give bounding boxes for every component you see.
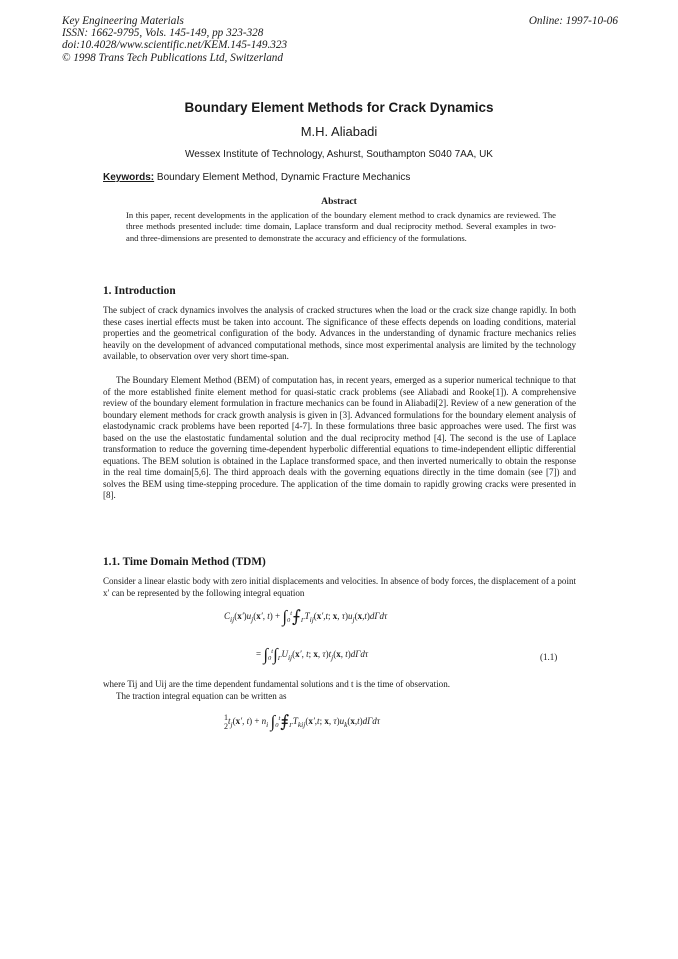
abstract-heading: Abstract (321, 196, 357, 207)
intro-paragraph-1: The subject of crack dynamics involves the analysis of cracked structures when the load or the crack size change rapidly. In both these cases inertial effects must be taken into account. The significance of these effects depends on loading conditions, material properties and the geometrical configuration of the body. Advances in the understanding of dynamic fracture mechanics relies heavily on the development of advanced computational methods, since most experimental analysis are limited by the technology available, to observation over very short time-span. (103, 305, 576, 361)
equation-number: (1.1) (540, 652, 558, 662)
keywords-text: Boundary Element Method, Dynamic Fracture Mechanics (156, 172, 411, 183)
journal-copyright: © 1998 Trans Tech Publications Ltd, Switzerland (62, 51, 283, 64)
paper-title: Boundary Element Methods for Crack Dynamics (184, 100, 494, 115)
journal-issn: ISSN: 1662-9795, Vols. 145-149, pp 323-328 (62, 27, 264, 40)
journal-doi[interactable]: doi:10.4028/www.scientific.net/KEM.145-149.323 (62, 39, 288, 52)
keywords-label: Keywords: (103, 172, 155, 183)
intro-paragraph-2: The Boundary Element Method (BEM) of computation has, in recent years, emerged as a superior numerical technique to that of the more established finite element method for quasi-static crack problems (see Aliabadi and Rooke[1]). A comprehensive review of the boundary element formulation in fracture mechanics can be found in Aliabadi[2]. Review of a new generation of the boundary element methods for crack growth analysis is given in [3]. Advanced formulations for the boundary element analysis of elastodynamic crack problems have been reported [4-7]. In these formulations three basic approaches were used. The first was based on the use the elastostatic fundamental solution and the dual reciprocity method [4]. The second is the use of Laplace transformation to reduce the governing time-dependent hyperbolic differential equations to time-independent elliptic differential equations. The BEM solution is obtained in the Laplace transformed space, and then inverted numerically to obtain the response in the real time domain[5,6]. The third approach deals with the governing equations directly in the time domain (see [7]) and solves the BEM using time-stepping procedure. The application of the time domain to rapidly growing cracks were presented in [8]. (103, 375, 576, 500)
paper-affiliation: Wessex Institute of Technology, Ashurst, Southampton S040 7AA, UK (185, 149, 493, 160)
equation-1-1-line-1: $C_{ij}(x')u_j(x'$, $t) + \int_0^t⨍_\Gamma T_{ij}(x',t$; x, $\tau)u_j(x,t)d\Gamma d\tau$ (224, 607, 388, 626)
keywords-line (103, 172, 410, 183)
journal-header (62, 15, 287, 64)
tdm-paragraph-2: where Tij and Uij are the time dependent fundamental solutions and t is the time of observation. (103, 679, 450, 689)
section-heading-introduction: 1. Introduction (103, 285, 176, 297)
equation-1-1-line-2: = $\int_0^t\int_\Gamma U_{ij}(x'$, t; x, $\tau)t_j(x$, t)dΓdτ (256, 645, 369, 664)
abstract-text: In this paper, recent developments in the application of the boundary element method to crack dynamics are reviewed. The three methods presented include: time domain, Laplace transform and dual reciprocity method. Several examples in two- and three-dimensions are presented to demonstrate the accuracy and efficiency of the formulations. (126, 210, 556, 243)
tdm-paragraph-3: The traction integral equation can be written as (116, 691, 287, 701)
traction-integral-equation: 1 $2t_j(x'$, $t) + n_i$ $\int_0^t⨎_\Gamma T_{kij}(x',t$; x, $\tau)u_k(x,t)d\Gamma d\tau$ (224, 712, 381, 731)
journal-name: Key Engineering Materials (62, 15, 184, 27)
section-heading-tdm: 1.1. Time Domain Method (TDM) (103, 556, 266, 568)
online-date: Online: 1997-10-06 (528, 15, 618, 27)
paper-author: M.H. Aliabadi (300, 124, 378, 139)
tdm-paragraph-1: Consider a linear elastic body with zero initial displacements and velocities. In absence of body forces, the displacement of a point x′ can be represented by the following integral equation (103, 576, 576, 598)
